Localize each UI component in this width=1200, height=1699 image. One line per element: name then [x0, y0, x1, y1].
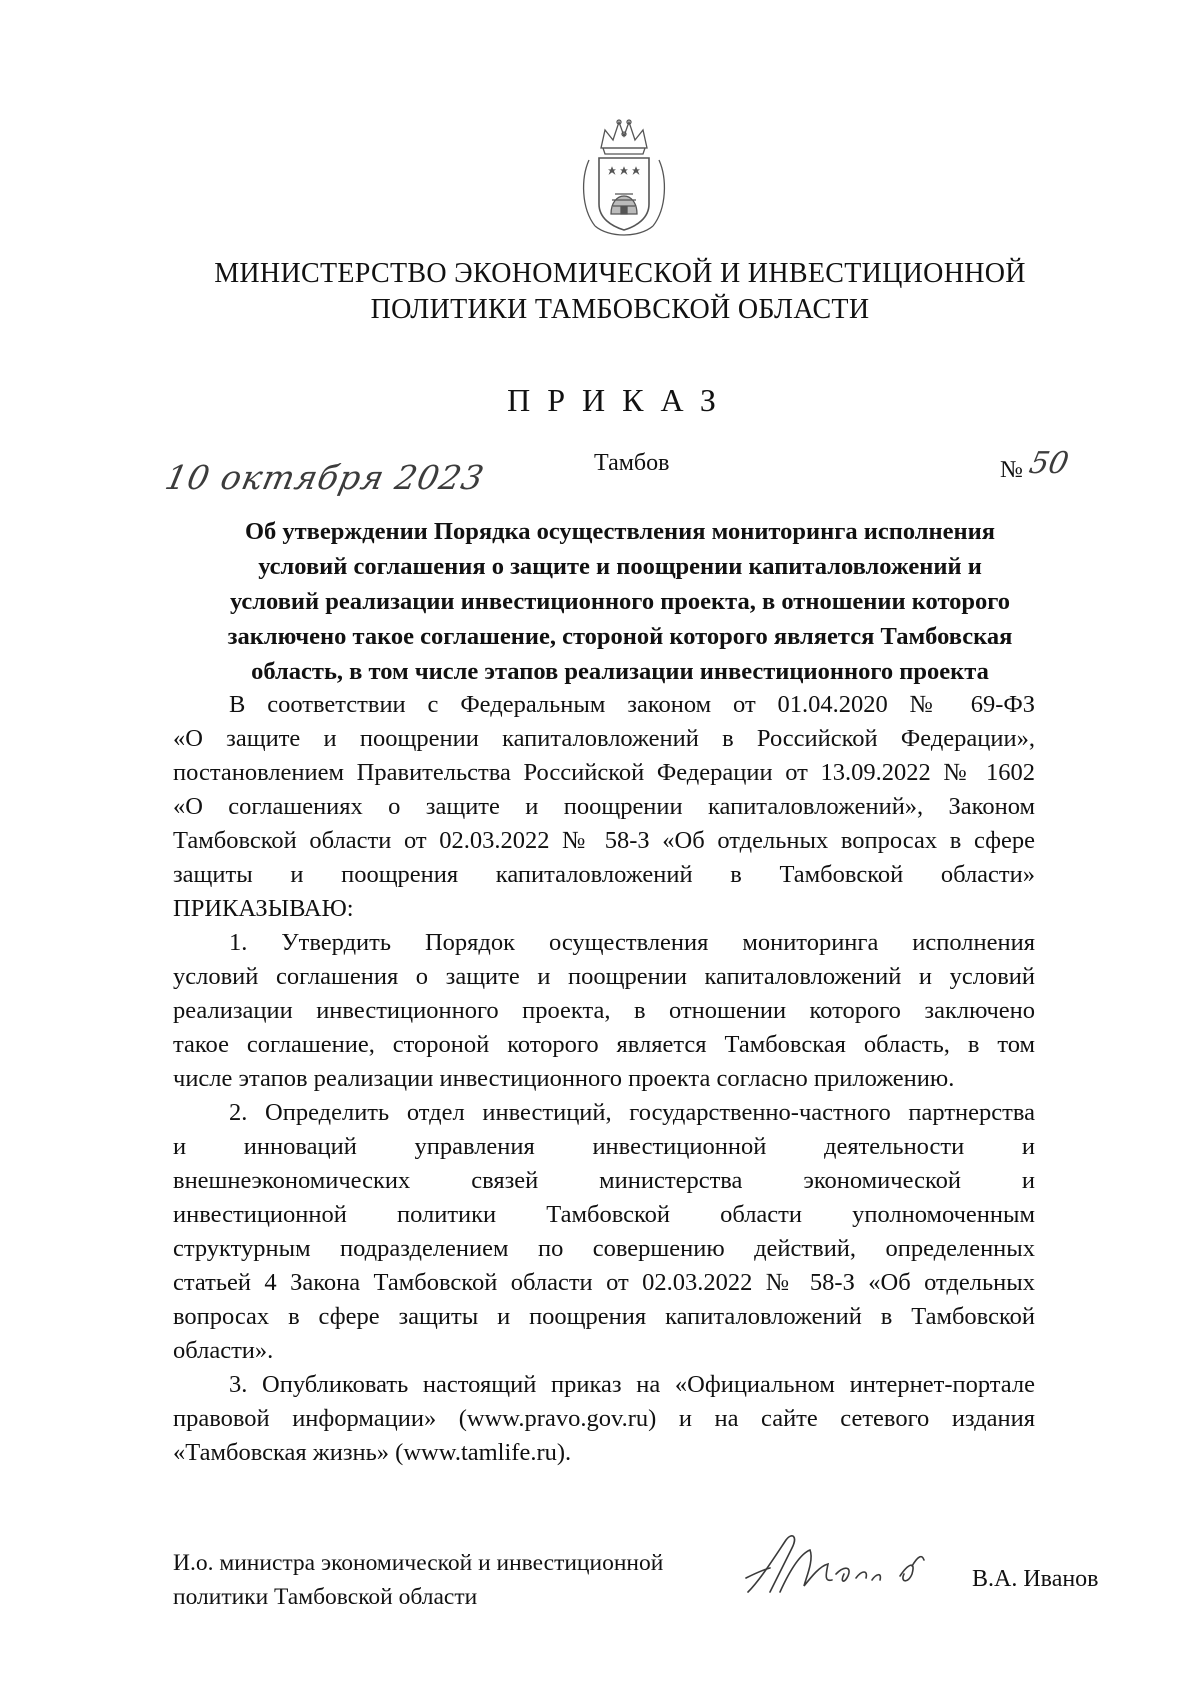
body-line: области».	[173, 1337, 274, 1364]
subject-line: заключено такое соглашение, стороной которого является Тамбовская	[227, 623, 1013, 650]
orders-word: ПРИКАЗЫВАЮ:	[173, 895, 354, 922]
body-line: 1. Утвердить Порядок осуществления мониторинга исполнения	[229, 929, 1035, 956]
handwritten-signature	[740, 1530, 950, 1600]
tambov-coat-of-arms-icon	[579, 118, 669, 240]
body-line: инвестиционной политики Тамбовской области уполномоченным	[173, 1201, 1035, 1228]
body-line: «О соглашениях о защите и поощрении капиталовложений», Законом	[173, 793, 1035, 820]
order-number-label: №	[1000, 457, 1023, 483]
body-line: Тамбовской области от 02.03.2022 № 58-З «Об отдельных вопросах в сфере	[173, 827, 1035, 854]
ministry-name-line1: МИНИСТЕРСТВО ЭКОНОМИЧЕСКОЙ И ИНВЕСТИЦИОННОЙ	[214, 258, 1026, 289]
body-line: статьей 4 Закона Тамбовской области от 02.03.2022 № 58-З «Об отдельных	[173, 1269, 1035, 1296]
signatory-position-line: политики Тамбовской области	[173, 1584, 478, 1610]
order-subject	[205, 514, 1035, 689]
signatory-position	[173, 1546, 663, 1614]
body-line: и инноваций управления инвестиционной деятельности и	[173, 1133, 1035, 1160]
body-line: В соответствии с Федеральным законом от 01.04.2020 № 69-ФЗ	[229, 691, 1035, 718]
body-line: структурным подразделением по совершению действий, определенных	[173, 1235, 1035, 1262]
body-line: правовой информации» (www.pravo.gov.ru) и на сайте сетевого издания	[173, 1405, 1035, 1432]
body-line: реализации инвестиционного проекта, в отношении которого заключено	[173, 997, 1035, 1024]
order-number	[1000, 446, 1072, 485]
body-line: 2. Определить отдел инвестиций, государственно-частного партнерства	[229, 1099, 1035, 1126]
signatory-position-line: И.о. министра экономической и инвестиционной	[173, 1550, 664, 1576]
body-line: числе этапов реализации инвестиционного проекта согласно приложению.	[173, 1065, 955, 1092]
body-line: защиты и поощрения капиталовложений в Тамбовской области»	[173, 861, 1035, 888]
body-line: «О защите и поощрении капиталовложений в Российской Федерации»,	[173, 725, 1035, 752]
document-type-title: ПРИКАЗ	[507, 382, 733, 418]
order-date: 10 октября 2023	[161, 458, 488, 497]
body-line: «Тамбовская жизнь» (www.tamlife.ru).	[173, 1439, 572, 1466]
subject-line: область, в том числе этапов реализации инвестиционного проекта	[251, 658, 989, 685]
order-number-value: 50	[1026, 446, 1072, 481]
ministry-name-line2: ПОЛИТИКИ ТАМБОВСКОЙ ОБЛАСТИ	[370, 294, 870, 325]
order-city: Тамбов	[594, 450, 670, 476]
body-line: такое соглашение, стороной которого является Тамбовская область, в том	[173, 1031, 1035, 1058]
body-line: внешнеэкономических связей министерства экономической и	[173, 1167, 1035, 1194]
body-line: вопросах в сфере защиты и поощрения капиталовложений в Тамбовской	[173, 1303, 1035, 1330]
body-line: 3. Опубликовать настоящий приказ на «Официальном интернет-портале	[229, 1371, 1035, 1398]
body-line: условий соглашения о защите и поощрении капиталовложений и условий	[173, 963, 1035, 990]
subject-line: Об утверждении Порядка осуществления мониторинга исполнения	[244, 518, 996, 545]
signatory-name: В.А. Иванов	[972, 1566, 1099, 1592]
subject-line: условий реализации инвестиционного проекта, в отношении которого	[229, 588, 1011, 615]
subject-line: условий соглашения о защите и поощрении капиталовложений и	[258, 553, 982, 580]
body-line: постановлением Правительства Российской Федерации от 13.09.2022 № 1602	[173, 759, 1035, 786]
